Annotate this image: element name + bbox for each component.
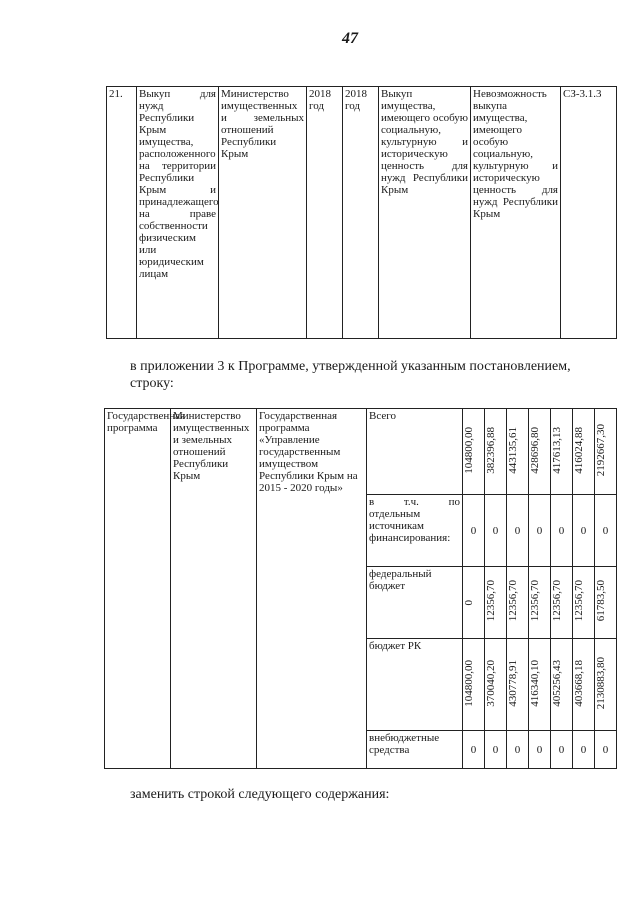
funding-value: 416340,10 bbox=[529, 639, 551, 731]
intro-paragraph: в приложении 3 к Программе, утвержденной указанным постановлением, строку: bbox=[130, 359, 571, 391]
program-executor: Министерство имущественных и земельных отношений Республики Крым bbox=[171, 409, 257, 769]
funding-value: 417613,13 bbox=[551, 409, 573, 495]
funding-label: федеральный бюджет bbox=[367, 567, 463, 639]
funding-value: 370040,20 bbox=[485, 639, 507, 731]
measure-table bbox=[106, 86, 617, 339]
program-name: Государственная программа «Управление государственным имуществом Республики Крым на 2015 - 2020 годы» bbox=[257, 409, 367, 769]
funding-value: 104800,00 bbox=[463, 639, 485, 731]
funding-value: 0 bbox=[573, 731, 595, 769]
funding-value: 416024,88 bbox=[573, 409, 595, 495]
funding-value: 0 bbox=[485, 731, 507, 769]
funding-value: 403668,18 bbox=[573, 639, 595, 731]
funding-value: 0 bbox=[573, 495, 595, 567]
funding-value: 0 bbox=[595, 495, 617, 567]
funding-value: 0 bbox=[551, 731, 573, 769]
funding-label: в т.ч. по отдельным источникам финансирования: bbox=[367, 495, 463, 567]
funding-value: 0 bbox=[507, 495, 529, 567]
responsible-executor: Министерство имущественных и земельных отношений Республики Крым bbox=[219, 87, 307, 339]
funding-value: 104800,00 bbox=[463, 409, 485, 495]
funding-value: 0 bbox=[595, 731, 617, 769]
funding-value: 428696,80 bbox=[529, 409, 551, 495]
funding-value: 0 bbox=[551, 495, 573, 567]
funding-value: 12356,70 bbox=[507, 567, 529, 639]
funding-value: 382396,88 bbox=[485, 409, 507, 495]
funding-label: бюджет РК bbox=[367, 639, 463, 731]
end-year: 2018 год bbox=[343, 87, 379, 339]
funding-value: 0 bbox=[463, 567, 485, 639]
funding-value: 12356,70 bbox=[551, 567, 573, 639]
start-year: 2018 год bbox=[307, 87, 343, 339]
funding-value: 2192667,30 bbox=[595, 409, 617, 495]
page-number: 47 bbox=[342, 30, 358, 47]
funding-value: 405256,43 bbox=[551, 639, 573, 731]
funding-value: 0 bbox=[529, 731, 551, 769]
funding-value: 0 bbox=[463, 495, 485, 567]
funding-value: 12356,70 bbox=[485, 567, 507, 639]
funding-value: 0 bbox=[529, 495, 551, 567]
funding-value: 0 bbox=[507, 731, 529, 769]
indicator-code: СЗ-3.1.3 bbox=[561, 87, 617, 339]
funding-value: 2130883,80 bbox=[595, 639, 617, 731]
funding-value: 0 bbox=[463, 731, 485, 769]
non-implementation-consequence: Невозможность выкупа имущества, имеющего особую социальную, культурную и историческую ценность для нужд Республики Крым bbox=[471, 87, 561, 339]
funding-value: 443135,61 bbox=[507, 409, 529, 495]
funding-value: 0 bbox=[485, 495, 507, 567]
funding-value: 430778,91 bbox=[507, 639, 529, 731]
funding-value: 12356,70 bbox=[573, 567, 595, 639]
funding-label: внебюджетные средства bbox=[367, 731, 463, 769]
funding-value: 61783,50 bbox=[595, 567, 617, 639]
funding-label: Всего bbox=[367, 409, 463, 495]
funding-value: 12356,70 bbox=[529, 567, 551, 639]
measure-name: Выкуп для нужд Республики Крым имущества, расположенного на территории Республики Крым и принадлежащего на праве собственности физическим или юридическим лицам bbox=[137, 87, 219, 339]
expected-result: Выкуп имущества, имеющего особую социальную, культурную и историческую ценность для нужд Республики Крым bbox=[379, 87, 471, 339]
replace-paragraph: заменить строкой следующего содержания: bbox=[130, 787, 390, 802]
funding-table bbox=[104, 408, 617, 769]
program-status: Государственная программа bbox=[105, 409, 171, 769]
row-number: 21. bbox=[107, 87, 137, 339]
